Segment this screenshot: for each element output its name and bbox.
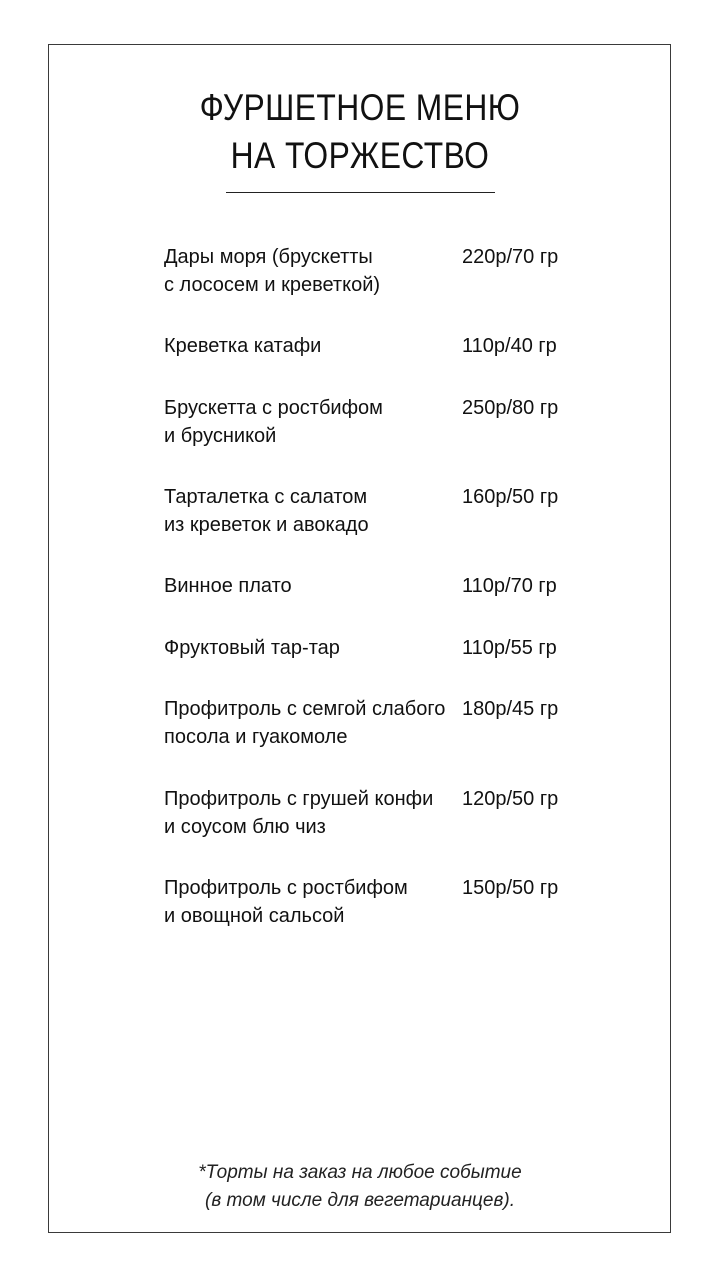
item-name: [164, 874, 454, 930]
item-name-line-1: Профитроль с семгой слабого: [164, 698, 446, 720]
footnote: [0, 1159, 720, 1215]
item-name-line-2: и брусникой: [164, 425, 277, 447]
item-price: 110р/40 гр: [462, 335, 557, 357]
item-name-line-1: Профитроль с грушей конфи: [164, 788, 434, 810]
item-name-line-1: Профитроль с ростбифом: [164, 877, 408, 899]
item-name-line-1: Дары моря (брускетты: [164, 246, 373, 268]
item-name: [164, 332, 454, 360]
footnote-line-1: *Торты на заказ на любое событие: [198, 1162, 522, 1183]
item-price: 250р/80 гр: [462, 397, 559, 419]
item-name: [164, 634, 454, 662]
title-line-1: ФУРШЕТНОЕ МЕНЮ: [199, 87, 521, 128]
footnote-line-2: (в том числе для вегетарианцев).: [205, 1190, 515, 1211]
item-name-line-1: Креветка катафи: [164, 335, 322, 357]
item-name-line-2: посола и гуакомоле: [164, 726, 348, 748]
page-title: [50, 84, 669, 180]
item-price: 120р/50 гр: [462, 788, 559, 810]
item-price: 150р/50 гр: [462, 877, 559, 899]
item-name-line-2: и соусом блю чиз: [164, 816, 326, 838]
item-price: 110р/70 гр: [462, 575, 557, 597]
item-name-line-1: Тарталетка с салатом: [164, 486, 368, 508]
item-name: [164, 243, 454, 299]
item-name: [164, 394, 454, 450]
item-name-line-2: и овощной сальсой: [164, 905, 345, 927]
item-name-line-1: Брускетта с ростбифом: [164, 397, 383, 419]
item-price: 220р/70 гр: [462, 246, 559, 268]
title-line-2: НА ТОРЖЕСТВО: [230, 135, 490, 176]
item-price: 110р/55 гр: [462, 637, 557, 659]
item-name: [164, 785, 454, 841]
item-name: [164, 572, 454, 600]
item-name: [164, 483, 454, 539]
item-name-line-2: с лососем и креветкой): [164, 274, 381, 296]
item-price: 180р/45 гр: [462, 698, 559, 720]
item-name-line-2: из креветок и авокадо: [164, 514, 369, 536]
item-name: [164, 695, 454, 751]
title-divider: [226, 192, 495, 193]
item-price: 160р/50 гр: [462, 486, 559, 508]
item-name-line-1: Фруктовый тар-тар: [164, 637, 340, 659]
item-name-line-1: Винное плато: [164, 575, 292, 597]
